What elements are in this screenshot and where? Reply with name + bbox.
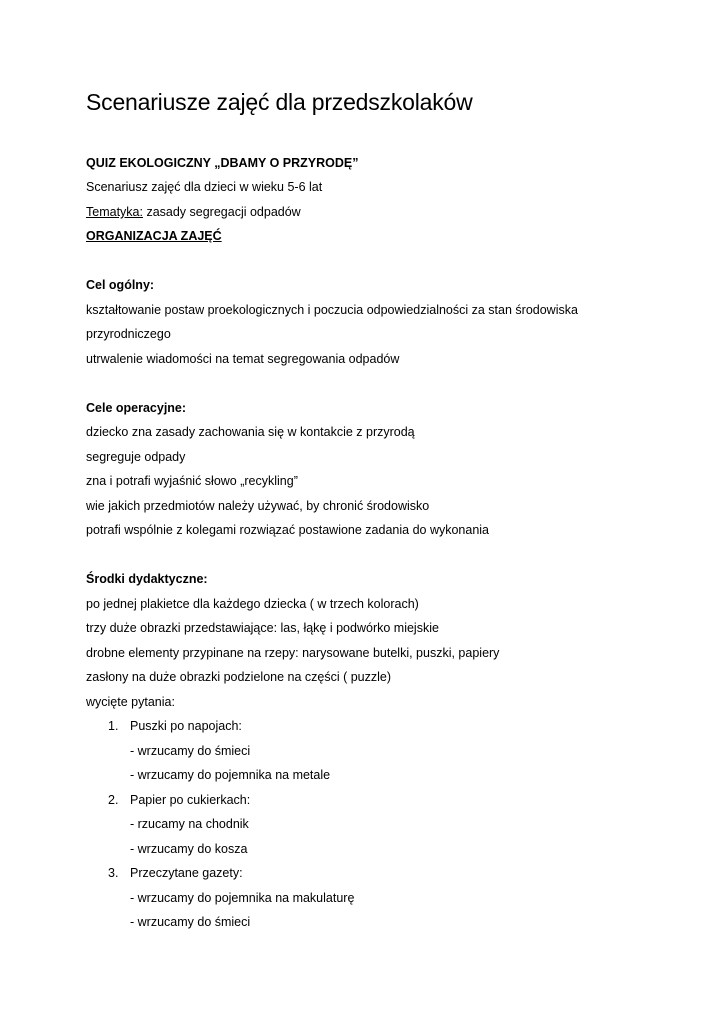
question-text: Papier po cukierkach:: [130, 793, 251, 807]
operational-goal-line: wie jakich przedmiotów należy używać, by chronić środowisko: [86, 499, 430, 513]
didactic-means-line: po jednej plakietce dla każdego dziecka ( w trzech kolorach): [86, 597, 419, 611]
question-text: Przeczytane gazety:: [130, 866, 243, 880]
general-goal-line: utrwalenie wiadomości na temat segregowania odpadów: [86, 352, 400, 366]
question-answer: - rzucamy na chodnik: [130, 817, 249, 831]
scenario-line: Scenariusz zajęć dla dzieci w wieku 5-6 lat: [86, 180, 323, 194]
question-answer: - wrzucamy do śmieci: [130, 915, 251, 929]
operational-goals-heading: Cele operacyjne:: [86, 401, 187, 415]
topic-value: zasady segregacji odpadów: [142, 205, 301, 219]
didactic-means-line: wycięte pytania:: [86, 695, 175, 709]
question-answer: - wrzucamy do śmieci: [130, 744, 251, 758]
didactic-means-line: drobne elementy przypinane na rzepy: narysowane butelki, puszki, papiery: [86, 646, 500, 660]
operational-goal-line: potrafi wspólnie z kolegami rozwiązać postawione zadania do wykonania: [86, 523, 490, 537]
operational-goal-line: zna i potrafi wyjaśnić słowo „recykling”: [86, 474, 298, 488]
didactic-means-line: trzy duże obrazki przedstawiające: las, łąkę i podwórko miejskie: [86, 621, 439, 635]
topic-label: Tematyka:: [86, 205, 143, 219]
question-number: 2.: [108, 793, 119, 807]
question-text: Puszki po napojach:: [130, 719, 242, 733]
organization-heading: ORGANIZACJA ZAJĘĆ: [86, 229, 222, 243]
didactic-means-heading: Środki dydaktyczne:: [86, 572, 208, 586]
quiz-title: QUIZ EKOLOGICZNY „DBAMY O PRZYRODĘ”: [86, 156, 359, 170]
didactic-means-line: zasłony na duże obrazki podzielone na części ( puzzle): [86, 670, 392, 684]
general-goal-line: przyrodniczego: [86, 327, 171, 341]
topic-line: [86, 203, 301, 221]
general-goal-line: kształtowanie postaw proekologicznych i poczucia odpowiedzialności za stan środowiska: [86, 303, 578, 317]
operational-goal-line: dziecko zna zasady zachowania się w kontakcie z przyrodą: [86, 425, 415, 439]
question-answer: - wrzucamy do kosza: [130, 842, 248, 856]
page-title: Scenariusze zajęć dla przedszkolaków: [86, 89, 473, 115]
question-number: 1.: [108, 719, 119, 733]
question-number: 3.: [108, 866, 119, 880]
question-answer: - wrzucamy do pojemnika na makulaturę: [130, 891, 355, 905]
operational-goal-line: segreguje odpady: [86, 450, 186, 464]
question-answer: - wrzucamy do pojemnika na metale: [130, 768, 331, 782]
general-goal-heading: Cel ogólny:: [86, 278, 155, 292]
